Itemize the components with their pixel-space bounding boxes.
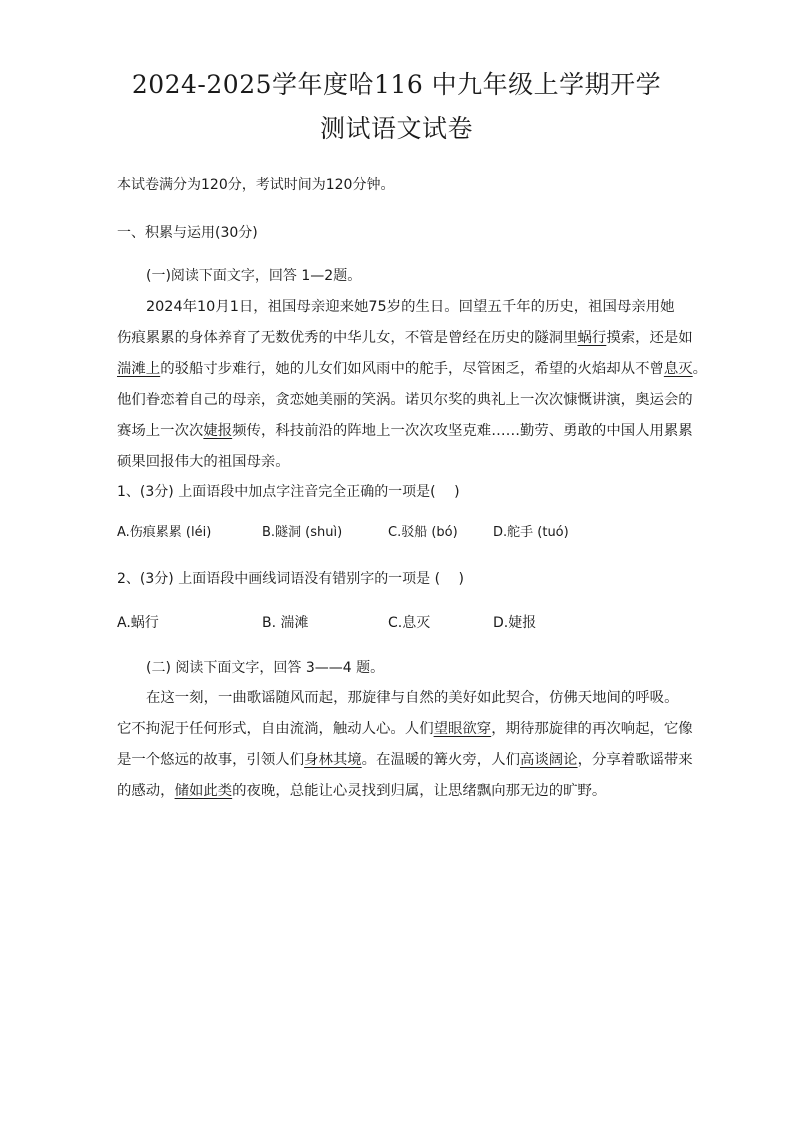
exam-title-line1: 2024-2025学年度哈116 中九年级上学期开学 (131, 70, 662, 99)
passage2-line: 在这一刻，一曲歌谣随风而起，那旋律与自然的美好如此契合，仿佛天地间的呼吸。 (146, 690, 679, 706)
q1-option-c: C.驳船 (bó) (388, 525, 458, 540)
underlined-word: 婕报 (203, 423, 233, 439)
passage2-text: 的夜晚，总能让心灵找到归属，让思绪飘向那无边的旷野。 (232, 783, 607, 799)
passage1-text: 伤痕累累的身体养育了无数优秀的中华儿女，不管是曾经在历史的隧洞里 (117, 330, 578, 346)
underlined-word: 储如此类 (174, 783, 233, 799)
q1-option-b: B.隧洞 (shuì) (262, 525, 343, 540)
passage2-text: 的感动， (117, 783, 175, 799)
passage2-text: ，分享着歌谣带来 (577, 752, 693, 768)
underlined-word: 息灭 (663, 361, 693, 377)
question1-options (117, 523, 687, 543)
exam-title-line2: 测试语文试卷 (319, 114, 473, 143)
underlined-word: 身林其境 (304, 752, 362, 768)
passage1-line: 硕果回报伟大的祖国母亲。 (117, 454, 290, 470)
passage2-text: ，期待那旋律的再次响起，它像 (491, 721, 693, 737)
passage1-line: 2024年10月1日，祖国母亲迎来她75岁的生日。回望五千年的历史，祖国母亲用她 (146, 299, 675, 315)
passage1-text: 赛场上一次次 (117, 423, 204, 439)
passage2-text: 是一个悠远的故事，引领人们 (117, 752, 305, 768)
q2-option-b: B. 湍滩 (262, 615, 309, 631)
passage1-text: 频传，科技前沿的阵地上一次次攻坚克难……勤劳、勇敢的中国人用累累 (232, 423, 693, 439)
passage2-line (117, 750, 693, 770)
section1-heading: 一、积累与运用(30分) (117, 225, 258, 241)
passage1-line: 他们眷恋着自己的母亲，贪恋她美丽的笑涡。诺贝尔奖的典礼上一次次慷慨讲演，奥运会的 (117, 392, 693, 408)
exam-intro: 本试卷满分为120分，考试时间为120分钟。 (117, 177, 395, 193)
passage1-text: 的驳船寸步难行，她的儿女们如风雨中的舵手，尽管困乏，希望的火焰却从不曾 (160, 361, 664, 377)
passage1-line (117, 421, 693, 441)
question2-stem: 2、(3分) 上面语段中画线词语没有错别字的一项是 ( ) (117, 571, 465, 587)
question2-options (117, 613, 687, 633)
passage1-line (117, 359, 708, 379)
underlined-word: 蜗行 (577, 330, 607, 346)
underlined-word: 望眼欲穿 (433, 721, 492, 737)
question1-stem: 1、(3分) 上面语段中加点字注音完全正确的一项是( ) (117, 484, 460, 500)
passage2-line (117, 719, 693, 739)
q2-option-a: A.蜗行 (117, 615, 159, 631)
q2-option-d: D.婕报 (493, 615, 537, 631)
passage2-text: 它不拘泥于任何形式，自由流淌，触动人心。人们 (117, 721, 434, 737)
q2-option-c: C.息灭 (388, 615, 431, 631)
passage2-line (117, 781, 687, 801)
passage1-text: 。 (692, 361, 708, 377)
underlined-word: 高谈阔论 (519, 752, 578, 768)
q1-option-a: A.伤痕累累 (léi) (117, 525, 212, 540)
passage1-line (117, 328, 693, 348)
part1-instruction: (一)阅读下面文字，回答 1—2题。 (146, 268, 362, 284)
q1-option-d: D.舵手 (tuó) (493, 525, 569, 540)
part2-instruction: (二) 阅读下面文字，回答 3——4 题。 (146, 660, 385, 676)
underlined-word: 湍滩上 (117, 361, 161, 377)
passage2-text: 。在温暖的篝火旁，人们 (361, 752, 520, 768)
passage1-text: 摸索，还是如 (606, 330, 693, 346)
